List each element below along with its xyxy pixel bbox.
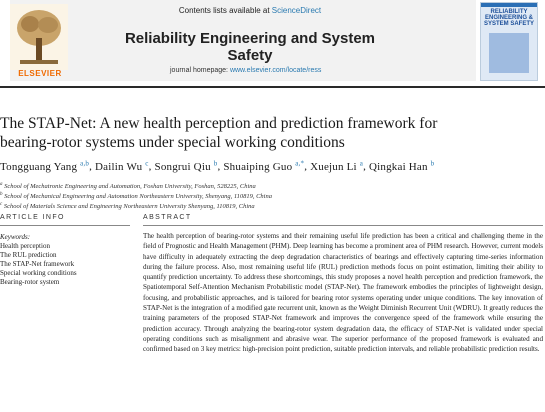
author-affil-mark[interactable]: b — [213, 159, 218, 167]
author-name: Qingkai Han — [368, 160, 428, 173]
author[interactable] — [369, 161, 434, 173]
keyword: The STAP-Net framework — [0, 260, 75, 268]
publisher-name: ELSEVIER — [18, 69, 62, 78]
journal-cover-thumbnail[interactable] — [480, 2, 538, 81]
keywords-label: Keywords: — [0, 233, 31, 241]
title-line-1: The STAP-Net: A new health perception and prediction framework for — [0, 115, 438, 132]
author-affil-mark[interactable]: a — [359, 159, 364, 167]
abstract-body: The health perception of bearing-rotor systems and their remaining useful life prediction has been a critical and challenging theme in the field of Prognostic and Health Management (PHM). Deep learning has become a prominent area of PHM research. However, current models have difficulty in adequately extracting the deep degradation characteristics of bearings and effectively capturing time-series information during the failure process. Also, most remaining useful life (RUL) prediction methods focus on point estimation, limiting their ability to quantify prediction uncertainty. To address these shortcomings, this study proposes a novel health perception and prediction framework, the Spatiotemporal Self-Attention Mechanism Probabilistic model (STAP-Net). The framework embodies the principles of lightweight design, focusing, and probabilistic approaches, and is tailored for bearing rotor systems operating under unique conditions. The key innovation of STAP-Net is the integration of a modified gate recurrent unit, known as the Weight Diminish Recurrent Unit (WDRU). It greatly reduces the training parameters of the proposed STAP-Net framework and improves the convergence speed of the framework while ensuring the prediction accuracy. Through analyzing the bearing-rotor system degradation data, the efficacy of STAP-Net is validated under special operating conditions such as misalignment and abrasive wear. The superior performance of the proposed framework is evaluated and confirmed based on 3 key metrics: high-precision point prediction, suitable prediction intervals, and reliable probabilistic prediction results. — [143, 232, 543, 354]
cover-bar — [481, 3, 537, 7]
author[interactable] — [223, 161, 304, 173]
affiliation — [0, 192, 540, 200]
affiliation — [0, 182, 540, 190]
affiliation-text: School of Mechanical Engineering and Automation Northeastern University, Shenyang, 110819, China — [4, 193, 272, 201]
abstract-heading: ABSTRACT — [143, 214, 192, 221]
author[interactable] — [95, 161, 149, 173]
sciencedirect-link[interactable]: ScienceDirect — [271, 6, 322, 15]
affiliation-text: School of Mechatronic Engineering and Automation, Foshan University, Foshan, 528225, China — [4, 183, 256, 191]
keyword: Health perception — [0, 242, 50, 250]
author-separator: , — [304, 160, 311, 173]
cover-title: RELIABILITY ENGINEERING & SYSTEM SAFETY — [484, 9, 535, 27]
author-affil-mark[interactable]: b — [430, 159, 435, 167]
author-separator: , — [363, 160, 369, 173]
author-name: Songrui Qiu — [154, 160, 211, 173]
affiliation-mark: a — [0, 182, 3, 187]
elsevier-tree-logo — [10, 4, 68, 74]
affiliation-text: School of Materials Science and Engineering Northeastern University Shenyang, 110819, China — [3, 203, 255, 211]
author-name: Dailin Wu — [95, 160, 143, 173]
author-list — [0, 159, 540, 173]
keyword: Special working conditions — [0, 269, 77, 277]
title-line-2: bearing-rotor systems under special working conditions — [0, 134, 345, 151]
author-separator: , — [89, 160, 96, 173]
author-name: Xuejun Li — [310, 160, 357, 173]
contents-prefix: Contents lists available at — [178, 6, 272, 15]
author-name: Tongguang Yang — [0, 160, 78, 173]
author[interactable] — [310, 161, 363, 173]
article-info-divider — [0, 225, 130, 226]
author-name: Shuaiping Guo — [223, 160, 293, 173]
affiliation — [0, 202, 540, 210]
journal-homepage — [170, 67, 430, 74]
affiliation-mark: c — [0, 202, 3, 207]
author-affil-mark[interactable]: a,b — [80, 159, 90, 167]
abstract-divider — [143, 225, 543, 226]
author-separator: , — [217, 160, 224, 173]
article-title — [0, 114, 530, 152]
author-separator: , — [148, 160, 155, 173]
homepage-prefix: journal homepage: — [170, 67, 230, 74]
article-info-heading: ARTICLE INFO — [0, 214, 65, 221]
contents-availability — [120, 6, 380, 15]
affiliation-mark: b — [0, 192, 3, 197]
cover-image — [489, 33, 529, 73]
journal-homepage-link[interactable]: www.elsevier.com/locate/ress — [229, 67, 322, 74]
journal-title[interactable]: Reliability Engineering and System Safety — [124, 30, 376, 64]
author-affil-mark[interactable]: a,* — [295, 159, 305, 167]
header-divider — [0, 86, 545, 88]
author-affil-mark[interactable]: c — [145, 159, 149, 167]
keyword: Bearing-rotor system — [0, 278, 60, 286]
keyword: The RUL prediction — [0, 251, 57, 259]
author[interactable] — [0, 161, 89, 173]
author[interactable] — [155, 161, 218, 173]
